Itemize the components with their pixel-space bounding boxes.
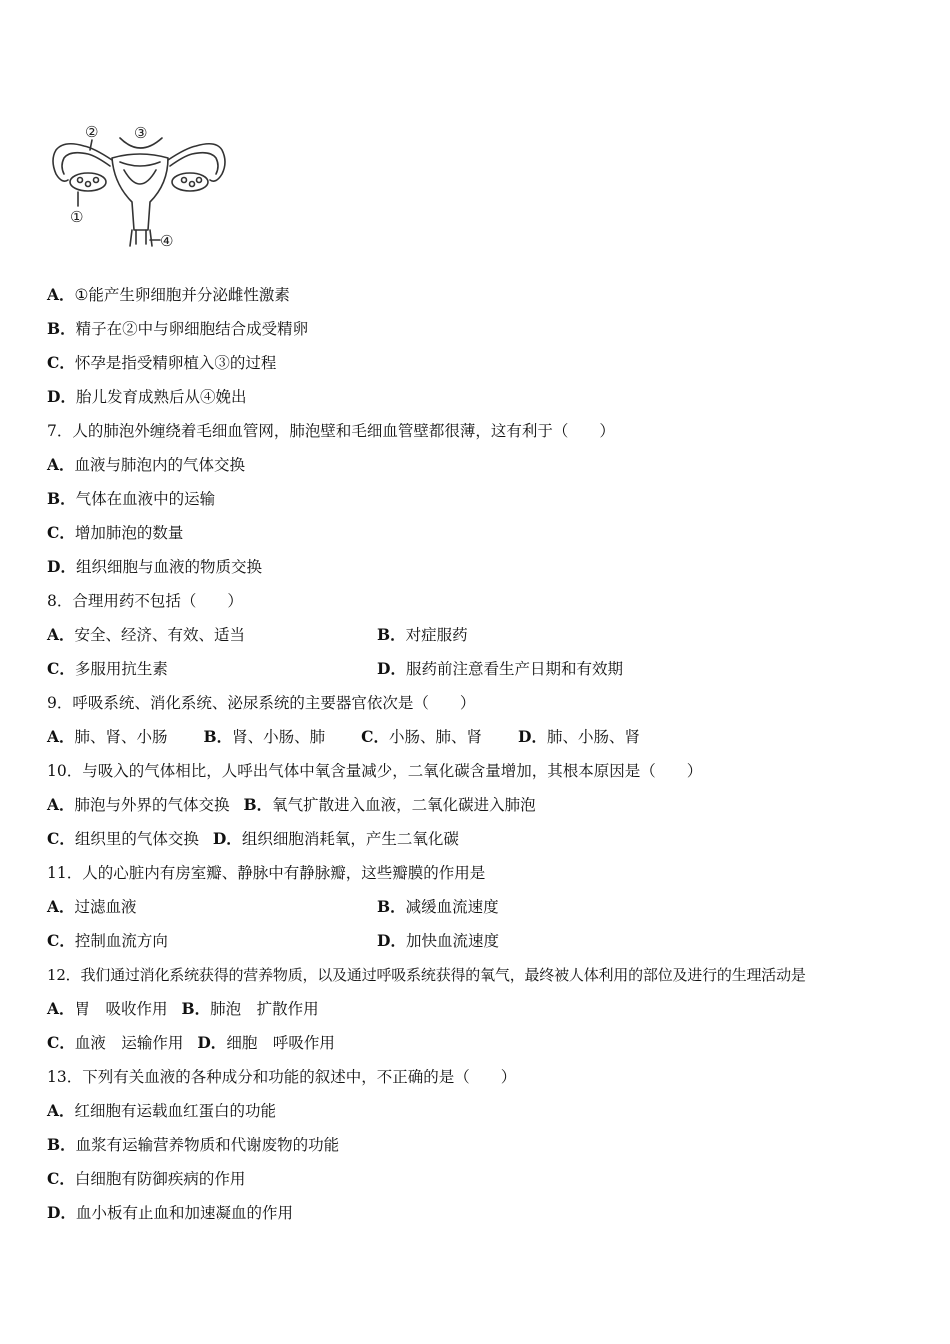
q13-stem: 13．下列有关血液的各种成分和功能的叙述中，不正确的是（ ）: [47, 1068, 517, 1086]
q6-option-d: D．胎儿发育成熟后从④娩出: [47, 387, 247, 406]
q6-option-a: A．①能产生卵细胞并分泌雌性激素: [47, 285, 290, 304]
q7-option-b: B．气体在血液中的运输: [47, 489, 216, 508]
q12-option-b: B．肺泡 扩散作用: [181, 999, 319, 1018]
q10-stem: 10．与吸入的气体相比，人呼出气体中氧含量减少，二氧化碳含量增加，其根本原因是（ ）: [47, 762, 703, 780]
q11-option-a: A．过滤血液: [47, 897, 137, 916]
q12-options-row-2: [47, 1032, 335, 1054]
q8-option-c: C．多服用抗生素: [47, 659, 168, 678]
q7-option-d: D．组织细胞与血液的物质交换: [47, 557, 262, 576]
q7-stem: 7．人的肺泡外缠绕着毛细血管网，肺泡壁和毛细血管壁都很薄，这有利于（ ）: [47, 422, 615, 440]
q9-option-c: C．小肠、肺、肾: [361, 727, 483, 746]
q9-option-d: D．肺、小肠、肾: [518, 727, 640, 746]
q11-option-c: C．控制血流方向: [47, 931, 168, 950]
q12-options-row-1: [47, 998, 319, 1020]
figure-label-1: ①: [70, 208, 84, 226]
q11-stem: 11．人的心脏内有房室瓣、静脉中有静脉瓣，这些瓣膜的作用是: [47, 864, 486, 882]
q11-option-d: D．加快血流速度: [377, 931, 499, 950]
q8-option-b: B．对症服药: [377, 625, 468, 644]
q11-option-b: B．减缓血流速度: [377, 897, 499, 916]
q8-option-a: A．安全、经济、有效、适当: [47, 625, 246, 644]
q10-option-a: A．肺泡与外界的气体交换: [47, 795, 230, 814]
q10-option-d: D．组织细胞消耗氧，产生二氧化碳: [212, 829, 459, 848]
q8-option-d: D．服药前注意看生产日期和有效期: [377, 659, 623, 678]
q10-options-row-1: [47, 794, 536, 816]
q9-option-b: B．肾、小肠、肺: [203, 727, 326, 746]
q6-option-c: C．怀孕是指受精卵植入③的过程: [47, 353, 277, 372]
figure-label-4: ④: [160, 232, 174, 250]
q9-option-a: A．肺、肾、小肠: [47, 727, 168, 746]
q6-option-b: B．精子在②中与卵细胞结合成受精卵: [47, 319, 309, 338]
q7-option-a: A．血液与肺泡内的气体交换: [47, 455, 246, 474]
figure-label-3: ③: [134, 124, 148, 142]
q10-option-c: C．组织里的气体交换: [47, 829, 199, 848]
q13-option-c: C．白细胞有防御疾病的作用: [47, 1169, 246, 1188]
q12-option-a: A．胃 吸收作用: [47, 999, 168, 1018]
q7-option-c: C．增加肺泡的数量: [47, 523, 184, 542]
q9-options-row: [47, 726, 640, 748]
q12-option-d: D．细胞 呼吸作用: [197, 1033, 335, 1052]
figure-label-2: ②: [85, 123, 99, 141]
q8-stem: 8．合理用药不包括（ ）: [47, 592, 243, 610]
q9-stem: 9．呼吸系统、消化系统、泌尿系统的主要器官依次是（ ）: [47, 694, 476, 712]
reproductive-system-diagram: [44, 118, 234, 256]
q12-stem: 12．我们通过消化系统获得的营养物质，以及通过呼吸系统获得的氧气，最终被人体利用的部位及进行的生理活动是: [47, 966, 806, 984]
q13-option-d: D．血小板有止血和加速凝血的作用: [47, 1203, 293, 1222]
q10-option-b: B．氧气扩散进入血液，二氧化碳进入肺泡: [243, 795, 536, 814]
q10-options-row-2: [47, 828, 459, 850]
q12-option-c: C．血液 运输作用: [47, 1033, 184, 1052]
q13-option-a: A．红细胞有运载血红蛋白的功能: [47, 1101, 277, 1120]
q13-option-b: B．血浆有运输营养物质和代谢废物的功能: [47, 1135, 340, 1154]
